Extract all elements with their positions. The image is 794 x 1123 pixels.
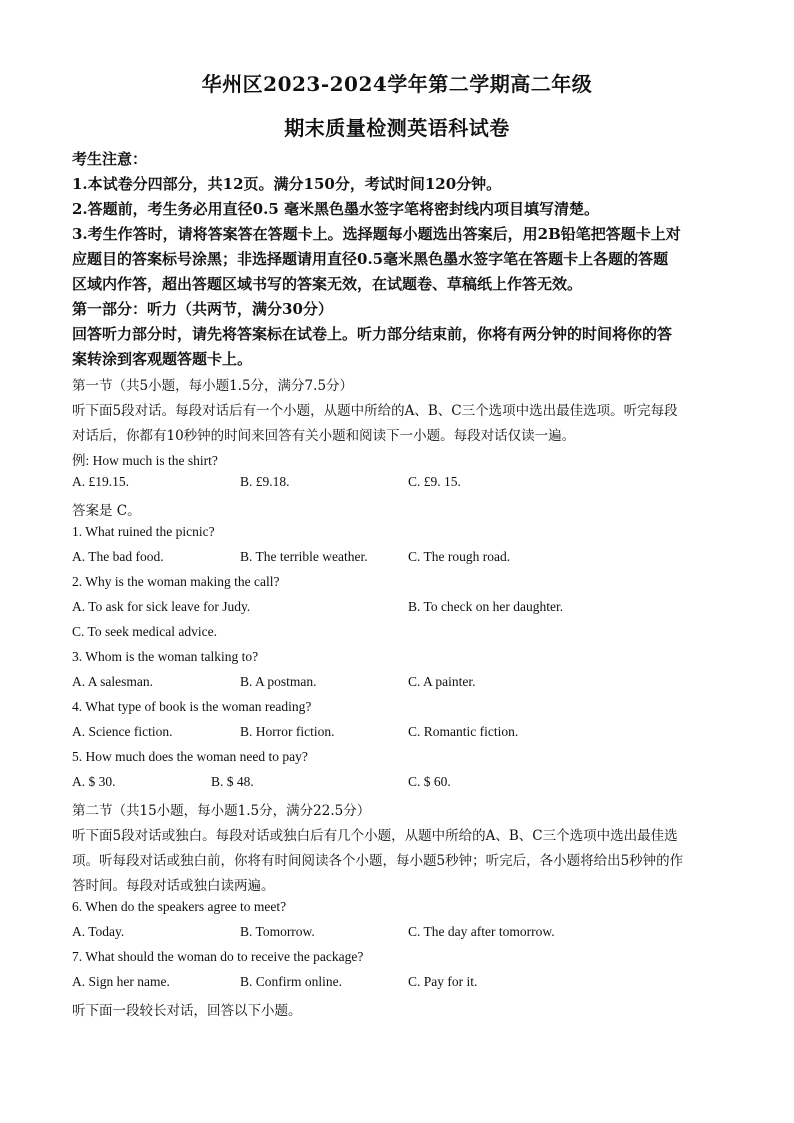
part1-instruction: 回答听力部分时，请先将答案标在试卷上。听力部分结束前，你将有两分钟的时间将你的答 [72, 325, 673, 343]
question-text: 7. What should the woman do to receive the package? [72, 949, 364, 964]
notice-item: 区域内作答，超出答题区域书写的答案无效，在试题卷、草稿纸上作答无效。 [72, 275, 583, 293]
section2-directions: 答时间。每段对话或独白读两遍。 [72, 878, 275, 894]
notice-item: 1.本试卷分四部分，共12页。满分150分，考试时间120分钟。 [72, 175, 502, 193]
next-instruction: 听下面一段较长对话，回答以下小题。 [72, 1003, 302, 1019]
exam-subtitle: 期末质量检测英语科试卷 [284, 116, 510, 140]
option-a: A. Sign her name. [72, 974, 170, 989]
option-a: A. Science fiction. [72, 724, 173, 739]
option-a: A. A salesman. [72, 674, 153, 689]
option-a: A. $ 30. [72, 774, 116, 789]
option-c: C. To seek medical advice. [72, 624, 218, 639]
example-option-a: A. £19.15. [72, 474, 129, 489]
option-b: B. Horror fiction. [240, 724, 335, 739]
notice-heading: 考生注意： [72, 150, 148, 168]
question-text: 4. What type of book is the woman reading? [72, 699, 312, 714]
option-b: B. The terrible weather. [240, 549, 368, 564]
section1-directions: 听下面5段对话。每段对话后有一个小题，从题中所给的A、B、C三个选项中选出最佳选项。听完每段 [72, 403, 678, 419]
question-text: 6. When do the speakers agree to meet? [72, 899, 287, 914]
option-b: B. $ 48. [211, 774, 254, 789]
example-answer: 答案是 C。 [72, 503, 141, 519]
option-a: A. Today. [72, 924, 125, 939]
notice-item: 3.考生作答时，请将答案答在答题卡上。选择题每小题选出答案后，用2B铅笔把答题卡上对 [72, 225, 681, 243]
option-c: C. $ 60. [408, 774, 451, 789]
notice-item: 2.答题前，考生务必用直径0.5 毫米黑色墨水签字笔将密封线内项目填写清楚。 [72, 200, 599, 218]
option-b: B. Tomorrow. [240, 924, 315, 939]
section2-heading: 第二节（共15小题，每小题1.5分，满分22.5分） [72, 803, 371, 819]
option-b: B. Confirm online. [240, 974, 342, 989]
section1-heading: 第一节（共5小题，每小题1.5分，满分7.5分） [72, 378, 354, 394]
part1-heading: 第一部分：听力（共两节，满分30分） [72, 300, 333, 318]
option-c: C. The day after tomorrow. [408, 924, 555, 939]
exam-title: 华州区2023-2024学年第二学期高二年级 [201, 72, 593, 96]
option-b: B. To check on her daughter. [408, 599, 564, 614]
option-c: C. The rough road. [408, 549, 511, 564]
notice-item: 应题目的答案标号涂黑；非选择题请用直径0.5毫米黑色墨水签字笔在答题卡上各题的答题 [72, 250, 669, 268]
question-text: 3. Whom is the woman talking to? [72, 649, 259, 664]
question-text: 2. Why is the woman making the call? [72, 574, 280, 589]
option-c: C. Pay for it. [408, 974, 478, 989]
example-question: 例: How much is the shirt? [72, 453, 218, 468]
example-option-c: C. £9. 15. [408, 474, 461, 489]
section1-directions: 对话后，你都有10秒钟的时间来回答有关小题和阅读下一小题。每段对话仅读一遍。 [72, 428, 576, 444]
option-c: C. A painter. [408, 674, 476, 689]
question-text: 1. What ruined the picnic? [72, 524, 215, 539]
example-option-b: B. £9.18. [240, 474, 290, 489]
question-text: 5. How much does the woman need to pay? [72, 749, 308, 764]
option-b: B. A postman. [240, 674, 317, 689]
section2-directions: 项。听每段对话或独白前，你将有时间阅读各个小题，每小题5秒钟；听完后，各小题将给出5秒钟的作 [72, 853, 684, 869]
part1-instruction: 案转涂到客观题答题卡上。 [72, 350, 253, 368]
option-c: C. Romantic fiction. [408, 724, 519, 739]
section2-directions: 听下面5段对话或独白。每段对话或独白后有几个小题，从题中所给的A、B、C三个选项中选出最佳选 [72, 828, 678, 844]
option-a: A. To ask for sick leave for Judy. [72, 599, 251, 614]
option-a: A. The bad food. [72, 549, 164, 564]
